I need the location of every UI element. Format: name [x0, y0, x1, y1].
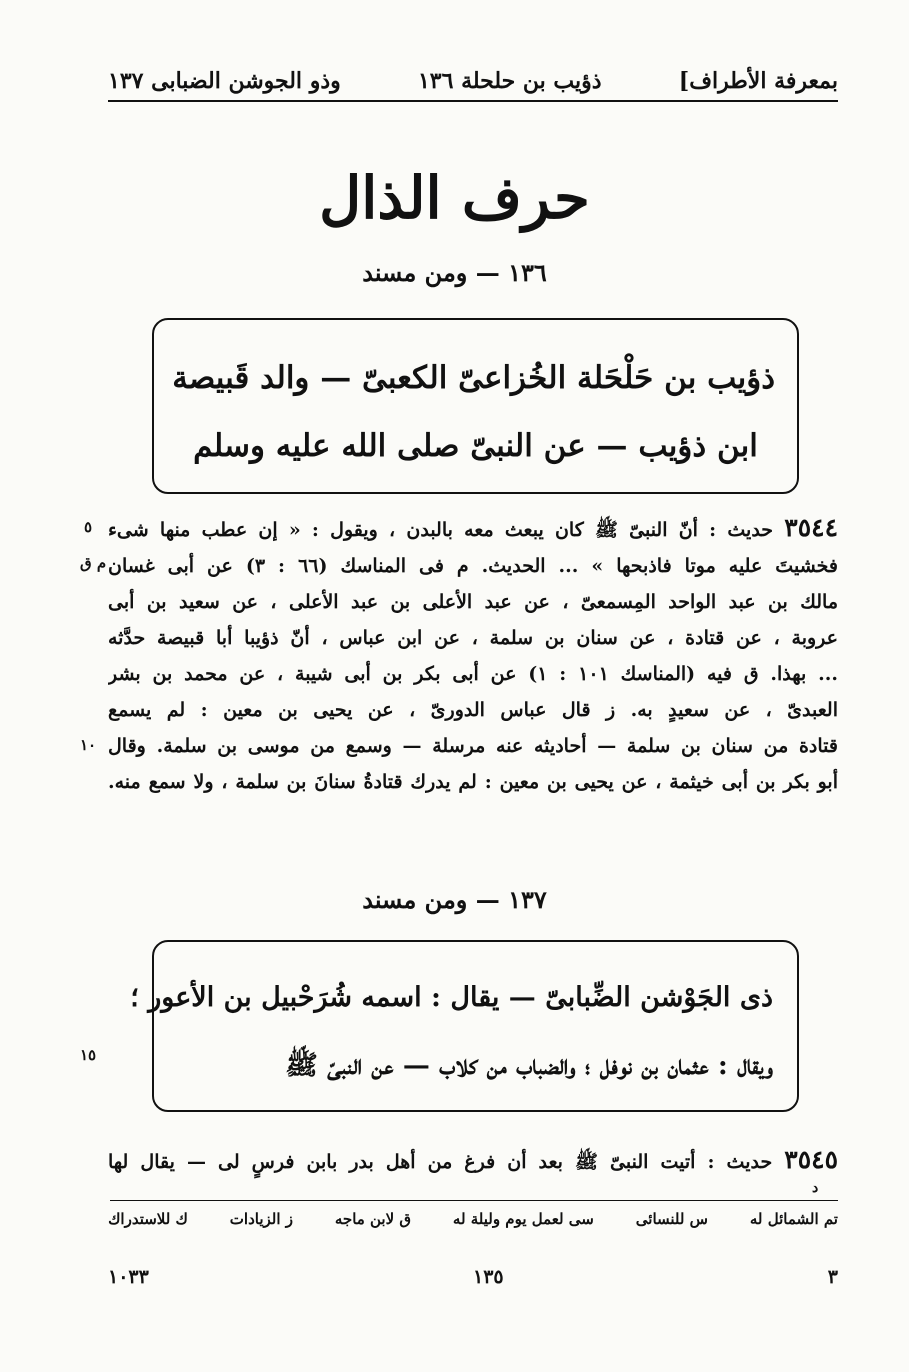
text-line: ٣٥٤٥ حديث : أتيت النبىّ ﷺ بعد أن فرغ من أهل بدر بابن فرسٍ لى — يقال لها	[108, 1145, 838, 1174]
page-footer	[108, 1266, 838, 1288]
section-heading-136: ١٣٦ — ومن مسند	[362, 258, 547, 287]
section-box-137	[130, 940, 799, 1112]
page-number: ١٣٥	[473, 1266, 504, 1288]
text-line: أبو بكر بن أبى خيثمة ، عن يحيى بن معين : لم يدرك قتادةُ سنانَ بن سلمة ، ولا سمع منه.	[108, 771, 838, 793]
text-line: مالك بن عبد الواحد المِسمعىّ ، عن عبد الأعلى بن عبد الأعلى ، عن سعيد بن أبى	[108, 591, 838, 613]
footer-right: ٣	[827, 1266, 838, 1288]
text-line: قتادة من سنان بن سلمة — أحاديثه عنه مرسلة — وسمع من موسى بن سلمة. وقال	[108, 735, 838, 757]
box-line: ابن ذؤيب — عن النبىّ صلى الله عليه وسلم	[193, 428, 758, 464]
margin-line-number: ١٥	[80, 1046, 97, 1064]
hadith-number: ٣٥٤٤	[784, 513, 838, 542]
footnote-rule	[110, 1200, 838, 1201]
box-line: ذؤيب بن حَلْحَلة الخُزاعىّ الكعبىّ — والد قَبيصة	[172, 360, 775, 396]
box-line: ويقال : عثمان بن نوفل ؛ والضباب من كلاب — عن النبىّ ﷺ	[285, 1050, 773, 1081]
running-header	[108, 62, 838, 102]
text-line: عروبة ، عن قتادة ، عن سنان بن سلمة ، عن ابن عباس ، أنّ ذؤيبا أبا قبيصة حدَّثه	[108, 627, 838, 649]
header-left: وذو الجوشن الضبابى ١٣٧	[108, 68, 341, 94]
footnote-item: س للنسائى	[635, 1210, 708, 1228]
footnote-item: ز الزيادات	[229, 1210, 293, 1228]
text-line: ... بهذا. ق فيه (المناسك ١٠١ : ١) عن أبى بكر بن أبى شيبة ، عن محمد بن بشر	[108, 663, 838, 685]
footnote-item: ك للاستدراك	[108, 1210, 188, 1228]
hadith-3544	[108, 510, 838, 800]
text-line: العبدىّ ، عن سعيدٍ به. ز قال عباس الدورىّ ، عن يحيى بن معين : لم يسمع	[108, 699, 838, 721]
footnote-item: ق لابن ماجه	[334, 1210, 412, 1228]
hadith-number: ٣٥٤٥	[784, 1145, 838, 1174]
section-heading-137: ١٣٧ — ومن مسند	[362, 885, 547, 914]
header-right: بمعرفة الأطراف]	[678, 68, 838, 94]
hadith-sigla: د	[812, 1180, 819, 1196]
footer-left: ١٠٣٣	[108, 1266, 149, 1288]
footnote-item: تم الشمائل له	[749, 1210, 838, 1228]
text-line: فخشيتَ عليه موتا فاذبحها » ... الحديث. م فى المناسك (٦٦ : ٣) عن أبى غسان	[108, 555, 838, 577]
section-box-136	[152, 318, 799, 494]
hadith-3545	[108, 1142, 838, 1180]
margin-line-number: ٥	[84, 518, 93, 536]
margin-line-number: ١٠	[80, 736, 97, 754]
text-line: ٣٥٤٤ حديث : أنّ النبىّ ﷺ كان يبعث معه بالبدن ، ويقول : « إن عطب منها شىء	[108, 513, 838, 542]
box-line: ذى الجَوْشن الضِّبابىّ — يقال : اسمه شُرَحْبيل بن الأعور ؛	[130, 982, 773, 1013]
chapter-title: حرف الذال	[319, 164, 590, 232]
footnotes	[108, 1210, 838, 1228]
header-center: ذؤيب بن حلحلة ١٣٦	[417, 68, 602, 94]
margin-sigla: م ق	[80, 554, 107, 572]
footnote-item: سى لعمل يوم وليلة له	[452, 1210, 594, 1228]
